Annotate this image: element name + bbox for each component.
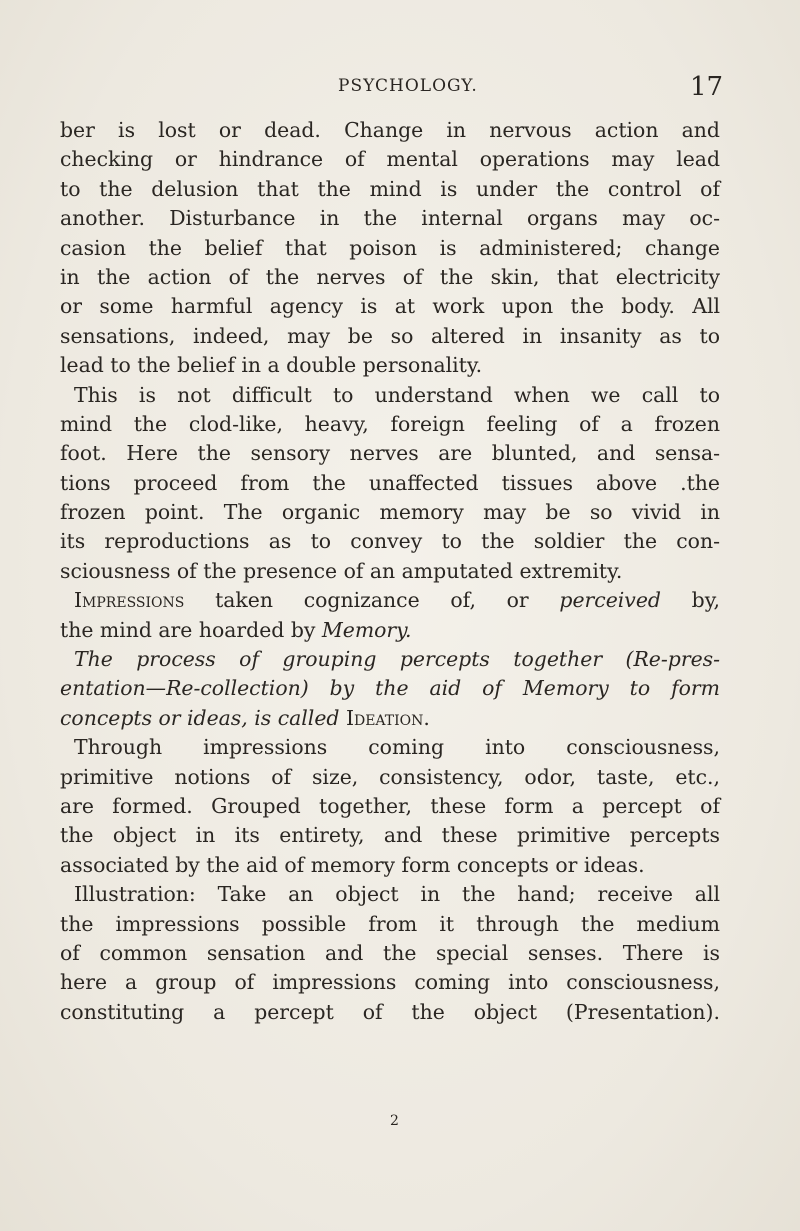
text-run: sensations, indeed, may be so altered in insanity as to	[60, 323, 720, 348]
text-line	[60, 821, 720, 850]
text-run: sciousness of the presence of an amputated extremity.	[60, 558, 623, 583]
text-run: or some harmful agency is at work upon the body. All	[60, 294, 720, 319]
text-run: to the delusion that the mind is under the control of	[60, 176, 720, 201]
text-line	[60, 410, 720, 439]
text-run: Ideation.	[345, 705, 430, 730]
text-run: checking or hindrance of mental operations may lead	[60, 147, 720, 172]
page-number: 17	[690, 72, 724, 102]
text-run: here a group of impressions coming into consciousness,	[60, 970, 720, 995]
text-run: casion the belief that poison is administered; change	[60, 235, 720, 260]
text-line	[60, 322, 720, 351]
text-run: frozen point. The organic memory may be so vivid in	[60, 500, 720, 525]
text-run: of common sensation and the special senses. There is	[60, 940, 720, 965]
text-line	[60, 851, 720, 880]
text-run: Through impressions coming into consciousness,	[74, 735, 720, 760]
text-line	[60, 998, 720, 1027]
text-line	[60, 469, 720, 498]
text-run: Illustration: Take an object in the hand; receive all	[74, 882, 720, 907]
text-line	[60, 910, 720, 939]
text-run: its reproductions as to convey to the soldier the con-	[60, 529, 720, 554]
text-run: ber is lost or dead. Change in nervous action and	[60, 118, 720, 142]
text-run: Memory.	[321, 617, 412, 642]
text-run: concepts or ideas, is called	[60, 705, 346, 730]
text-line	[60, 586, 720, 615]
text-run: perceived	[559, 588, 661, 613]
text-line	[60, 527, 720, 556]
text-run: in the action of the nerves of the skin, that electricity	[60, 264, 720, 289]
running-head: PSYCHOLOGY.	[338, 76, 478, 96]
text-line	[60, 674, 720, 703]
text-line	[60, 145, 720, 174]
text-run: the object in its entirety, and these primitive percepts	[60, 823, 720, 848]
text-run: The process of grouping percepts together (Re-pres-	[74, 647, 720, 672]
text-line	[60, 234, 720, 263]
body-text	[60, 116, 720, 1027]
text-line	[60, 939, 720, 968]
text-run: tions proceed from the unaffected tissues above .the	[60, 470, 720, 495]
text-line	[60, 439, 720, 468]
text-run: foot. Here the sensory nerves are blunted, and sensa-	[60, 441, 720, 466]
text-run: associated by the aid of memory form concepts or ideas.	[60, 852, 645, 877]
text-line	[60, 880, 720, 909]
text-run: taken cognizance of, or	[184, 588, 560, 613]
text-run: are formed. Grouped together, these form a percept of	[60, 793, 720, 818]
signature-mark: 2	[390, 1113, 399, 1129]
text-run: Impressions	[74, 588, 185, 613]
text-run: entation—Re-collection) by the aid of Memory to form	[60, 676, 720, 701]
text-line	[60, 968, 720, 997]
text-line	[60, 704, 720, 733]
text-run: This is not difficult to understand when we call to	[74, 382, 720, 407]
text-line	[60, 557, 720, 586]
text-line	[60, 116, 720, 145]
text-line	[60, 263, 720, 292]
text-line	[60, 645, 720, 674]
text-line	[60, 204, 720, 233]
text-line	[60, 381, 720, 410]
text-run: the mind are hoarded by	[60, 617, 322, 642]
text-line	[60, 763, 720, 792]
text-run: constituting a percept of the object (Presentation).	[60, 999, 720, 1024]
text-run: mind the clod-like, heavy, foreign feeling of a frozen	[60, 411, 720, 436]
text-run: by,	[660, 588, 721, 613]
text-line	[60, 498, 720, 527]
text-run: the impressions possible from it through the medium	[60, 911, 720, 936]
text-run: lead to the belief in a double personality.	[60, 353, 483, 378]
text-run: another. Disturbance in the internal organs may oc-	[60, 206, 720, 231]
page-header	[0, 72, 800, 106]
text-line	[60, 175, 720, 204]
text-line	[60, 292, 720, 321]
text-line	[60, 351, 720, 380]
text-line	[60, 616, 720, 645]
text-run: primitive notions of size, consistency, odor, taste, etc.,	[60, 764, 720, 789]
text-line	[60, 792, 720, 821]
text-line	[60, 733, 720, 762]
